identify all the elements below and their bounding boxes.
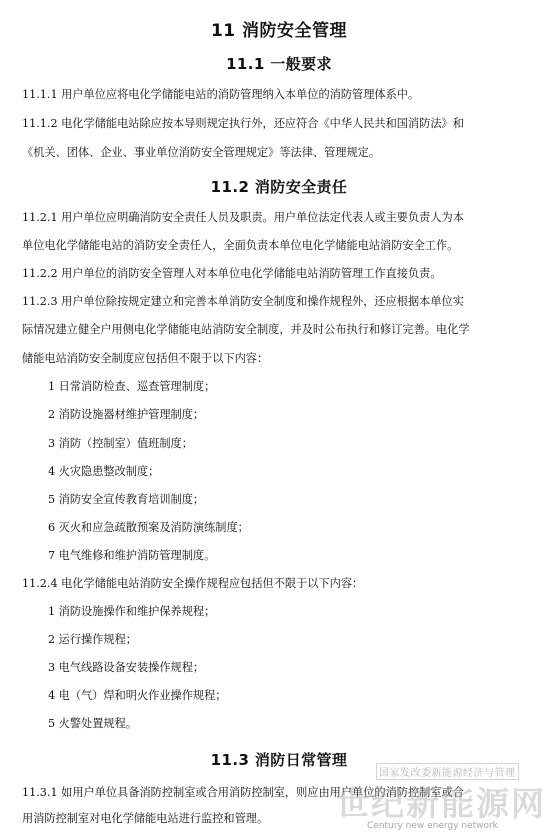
section-heading-11-1: 11.1 一般要求 xyxy=(226,55,332,73)
paragraph-line: 11.2.4 电化学储能电站消防安全操作规程应包括但不限于以下内容： xyxy=(22,577,364,590)
list-item: 1 消防设施操作和维护保养规程； xyxy=(48,605,216,618)
watermark-logo-text: 世纪新能源网 xyxy=(336,784,546,823)
watermark-top-text: 国家发改委新能源经济与管理 xyxy=(376,763,519,780)
list-item: 7 电气维修和维护消防管理制度。 xyxy=(48,549,216,562)
list-item: 1 日常消防检查、巡查管理制度； xyxy=(48,380,216,393)
chapter-title: 11 消防安全管理 xyxy=(210,21,348,41)
list-item: 2 消防设施器材维护管理制度； xyxy=(48,408,205,421)
section-heading-11-3: 11.3 消防日常管理 xyxy=(210,751,348,769)
paragraph-line: 际情况建立健全户用侧电化学储能电站消防安全制度，并及时公布执行和修订完善。电化学 xyxy=(22,323,470,336)
list-item: 3 电气线路设备安装操作规程； xyxy=(48,661,205,674)
paragraph-line: 单位电化学储能电站的消防安全责任人，全面负责本单位电化学储能电站消防安全工作。 xyxy=(22,239,459,252)
watermark-english-text: Century new energy network xyxy=(367,821,498,831)
list-item: 2 运行操作规程； xyxy=(48,633,137,646)
paragraph-line: 用消防控制室对电化学储能电站进行监控和管理。 xyxy=(22,812,269,825)
list-item: 3 消防（控制室）值班制度； xyxy=(48,437,193,450)
paragraph-line: 11.2.1 用户单位应明确消防安全责任人员及职责。用户单位法定代表人或主要负责人为本 xyxy=(22,211,464,224)
list-item: 4 电（气）焊和明火作业操作规程； xyxy=(48,689,227,702)
list-item: 4 火灾隐患整改制度； xyxy=(48,465,160,478)
section-heading-11-2: 11.2 消防安全责任 xyxy=(210,178,348,196)
list-item: 5 消防安全宣传教育培训制度； xyxy=(48,493,205,506)
list-item: 6 灭火和应急疏散预案及消防演练制度； xyxy=(48,521,249,534)
paragraph-line: 储能电站消防安全制度应包括但不限于以下内容： xyxy=(22,352,269,365)
paragraph-line: 《机关、团体、企业、事业单位消防安全管理规定》等法律、管理规定。 xyxy=(22,146,381,159)
paragraph-line: 11.2.3 用户单位除按规定建立和完善本单消防安全制度和操作规程外，还应根据本单位实 xyxy=(22,295,464,308)
paragraph-line: 11.2.2 用户单位的消防安全管理人对本单位电化学储能电站消防管理工作直接负责。 xyxy=(22,267,442,280)
paragraph-line: 11.1.1 用户单位应将电化学储能电站的消防管理纳入本单位的消防管理体系中。 xyxy=(22,88,420,101)
paragraph-line: 11.1.2 电化学储能电站除应按本导则规定执行外，还应符合《中华人民共和国消防法》和 xyxy=(22,117,464,130)
list-item: 5 火警处置规程。 xyxy=(48,717,137,730)
paragraph-line: 11.3.1 如用户单位具备消防控制室或合用消防控制室，则应由用户单位的消防控制室或合 xyxy=(22,786,464,799)
